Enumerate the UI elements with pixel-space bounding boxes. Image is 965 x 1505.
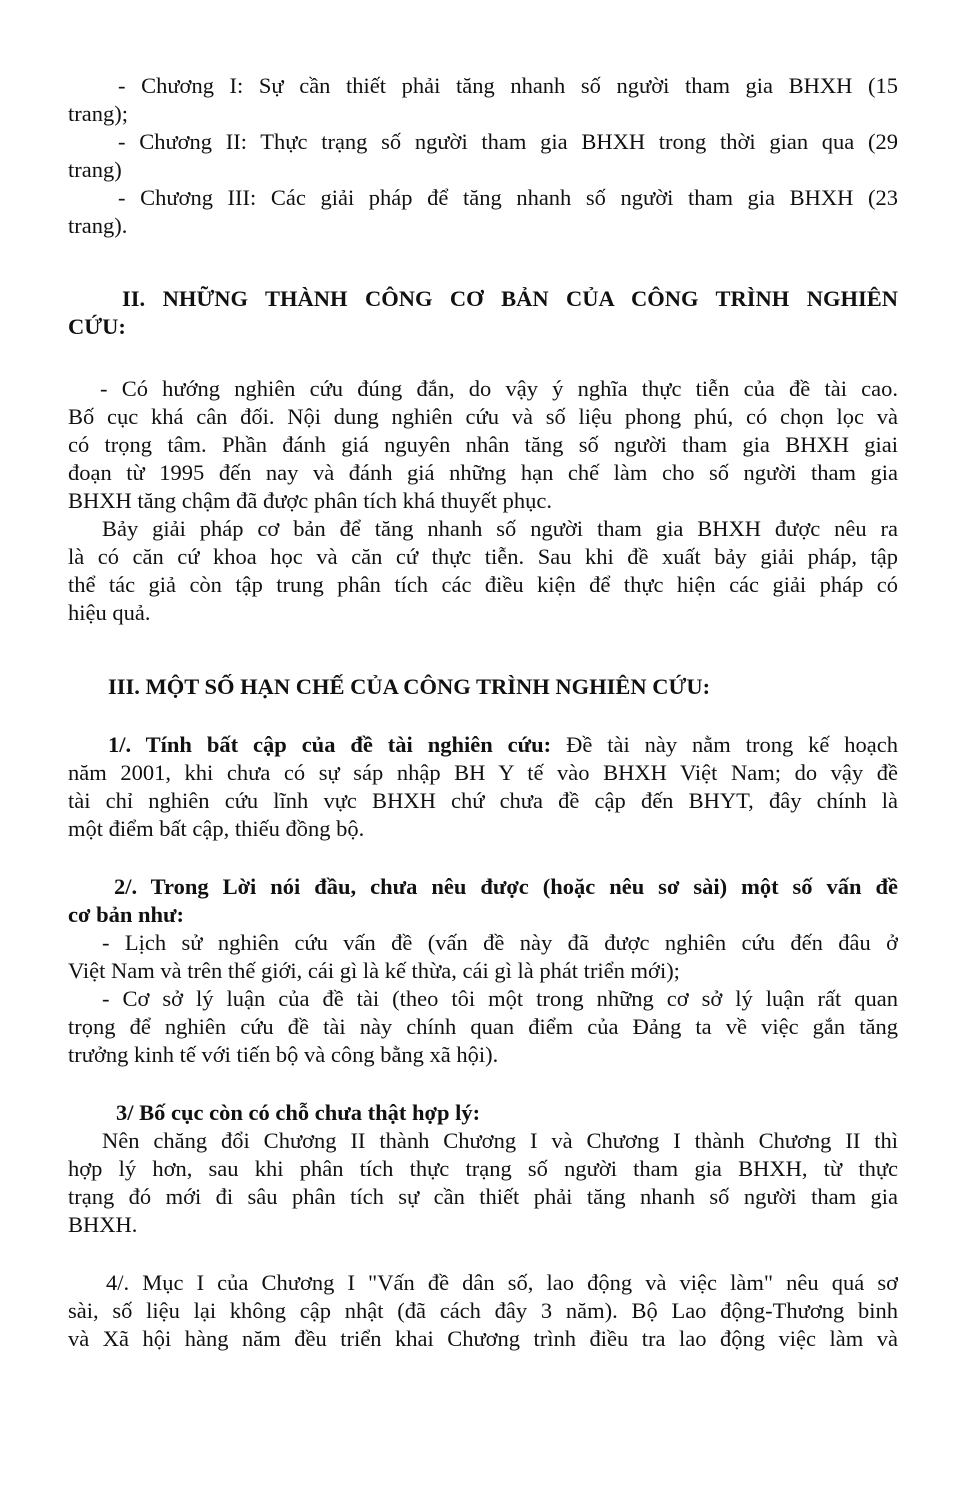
item-3-title: 3/ Bố cục còn có chỗ chưa thật hợp lý: xyxy=(116,1100,481,1125)
chapter-2-line: - Chương II: Thực trạng số người tham gia BHXH trong thời gian qua (29 xyxy=(118,129,898,154)
paragraph-line: có trọng tâm. Phần đánh giá nguyên nhân tăng số người tham gia BHXH giai xyxy=(68,432,898,457)
section-3-heading: III. MỘT SỐ HẠN CHẾ CỦA CÔNG TRÌNH NGHIÊN CỨU: xyxy=(108,674,711,699)
paragraph-line: sài, số liệu lại không cập nhật (đã cách đây 3 năm). Bộ Lao động-Thương binh xyxy=(68,1298,898,1323)
chapter-2-pages: trang) xyxy=(68,157,122,182)
paragraph-line: thể tác giả còn tập trung phân tích các điều kiện để thực hiện các giải pháp có xyxy=(68,572,898,597)
item-2-title-cont: cơ bản như: xyxy=(68,902,184,927)
item-1-text: Đề tài này nằm trong kế hoạch xyxy=(566,732,898,757)
section-2-heading-cont: CỨU: xyxy=(68,314,126,339)
paragraph-line: trọng để nghiên cứu đề tài này chính quan điểm của Đảng ta về việc gắn tăng xyxy=(68,1014,898,1039)
paragraph-line: trưởng kinh tế với tiến bộ và công bằng xã hội). xyxy=(68,1042,499,1067)
item-1-first-line xyxy=(108,731,898,759)
item-1-title: 1/. Tính bất cập của đề tài nghiên cứu: xyxy=(108,732,552,757)
paragraph-line: năm 2001, khi chưa có sự sáp nhập BH Y tế vào BHXH Việt Nam; do vậy đề xyxy=(68,760,898,785)
paragraph-line: một điểm bất cập, thiếu đồng bộ. xyxy=(68,816,365,841)
paragraph-line: - Lịch sử nghiên cứu vấn đề (vấn đề này đã được nghiên cứu đến đâu ở xyxy=(102,930,898,955)
paragraph-line: trạng đó mới đi sâu phân tích sự cần thiết phải tăng nhanh số người tham gia xyxy=(68,1184,898,1209)
paragraph-line: BHXH. xyxy=(68,1212,138,1237)
chapter-3-pages: trang). xyxy=(68,213,128,238)
paragraph-line: Bảy giải pháp cơ bản để tăng nhanh số người tham gia BHXH được nêu ra xyxy=(102,516,898,541)
paragraph-line: - Có hướng nghiên cứu đúng đắn, do vậy ý nghĩa thực tiễn của đề tài cao. xyxy=(100,376,898,401)
paragraph-line: Việt Nam và trên thế giới, cái gì là kế thừa, cái gì là phát triển mới); xyxy=(68,958,680,983)
paragraph-line: - Cơ sở lý luận của đề tài (theo tôi một trong những cơ sở lý luận rất quan xyxy=(102,986,898,1011)
chapter-1-pages: trang); xyxy=(68,101,128,126)
section-2-heading: II. NHỮNG THÀNH CÔNG CƠ BẢN CỦA CÔNG TRÌNH NGHIÊN xyxy=(122,286,898,311)
item-2-title: 2/. Trong Lời nói đầu, chưa nêu được (hoặc nêu sơ sài) một số vấn đề xyxy=(114,874,898,899)
paragraph-line: đoạn từ 1995 đến nay và đánh giá những hạn chế làm cho số người tham gia xyxy=(68,460,898,485)
paragraph-line: Nên chăng đổi Chương II thành Chương I và Chương I thành Chương II thì xyxy=(102,1128,898,1153)
chapter-3-line: - Chương III: Các giải pháp để tăng nhanh số người tham gia BHXH (23 xyxy=(118,185,898,210)
paragraph-line: hiệu quả. xyxy=(68,600,151,625)
item-4-first-line: 4/. Mục I của Chương I "Vấn đề dân số, lao động và việc làm" nêu quá sơ xyxy=(106,1270,898,1295)
chapter-1-line: - Chương I: Sự cần thiết phải tăng nhanh số người tham gia BHXH (15 xyxy=(118,73,898,98)
paragraph-line: tài chỉ nghiên cứu lĩnh vực BHXH chứ chưa đề cập đến BHYT, đây chính là xyxy=(68,788,898,813)
paragraph-line: Bố cục khá cân đối. Nội dung nghiên cứu và số liệu phong phú, có chọn lọc và xyxy=(68,404,898,429)
paragraph-line: hợp lý hơn, sau khi phân tích thực trạng số người tham gia BHXH, từ thực xyxy=(68,1156,898,1181)
paragraph-line: và Xã hội hàng năm đều triển khai Chương trình điều tra lao động việc làm và xyxy=(68,1326,898,1351)
paragraph-line: BHXH tăng chậm đã được phân tích khá thuyết phục. xyxy=(68,488,552,513)
paragraph-line: là có căn cứ khoa học và căn cứ thực tiễn. Sau khi đề xuất bảy giải pháp, tập xyxy=(68,544,898,569)
